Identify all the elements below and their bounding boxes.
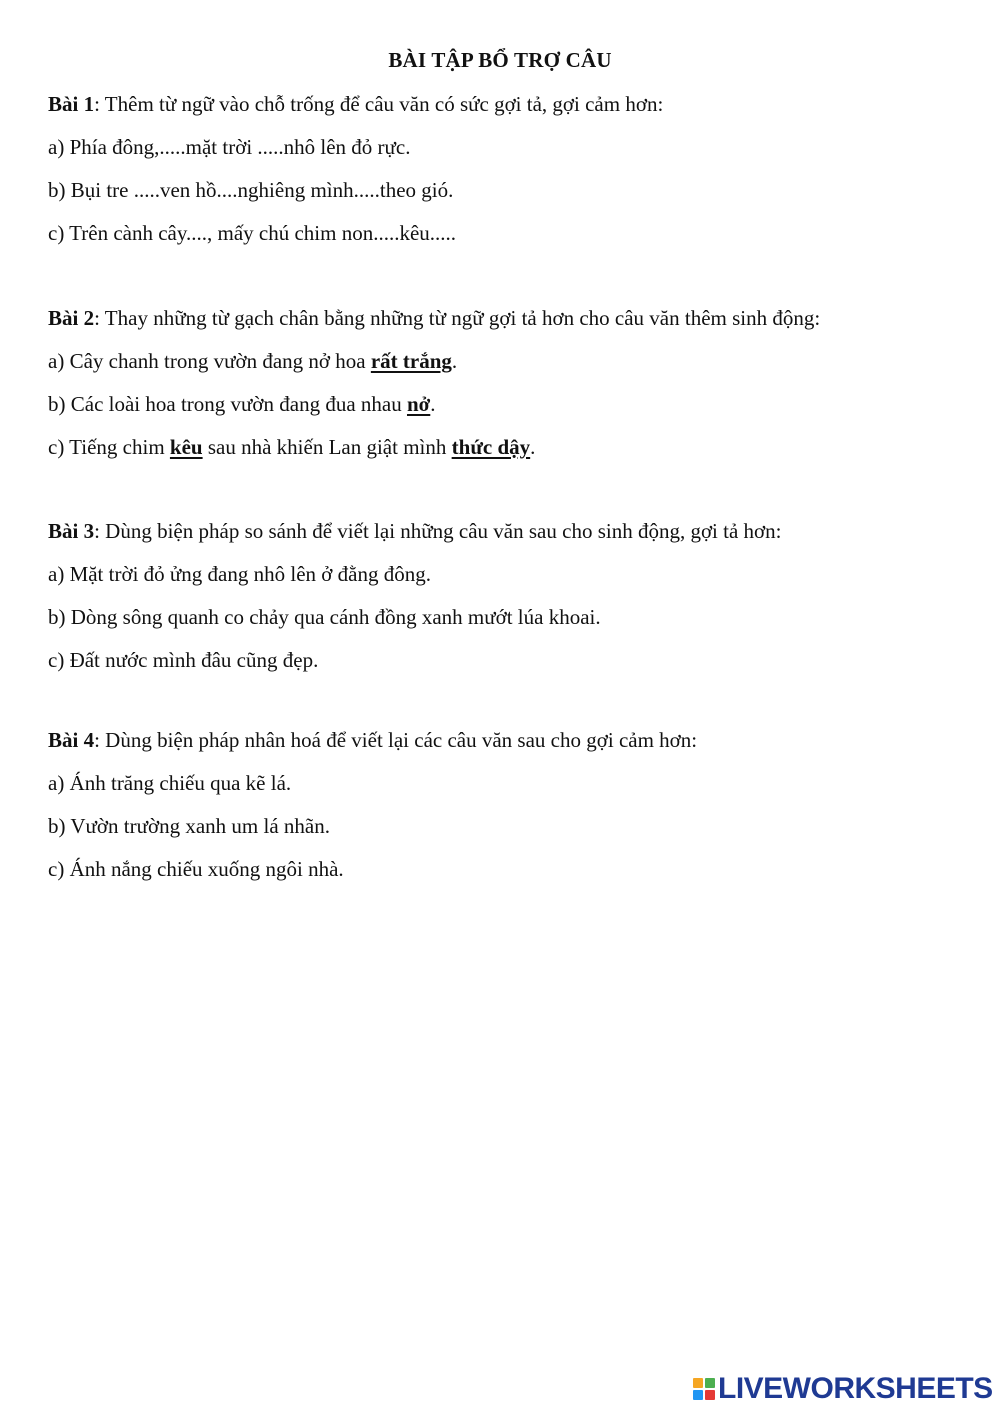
- exercise-instruction: : Dùng biện pháp nhân hoá để viết lại các câu văn sau cho gợi cảm hơn:: [94, 728, 698, 752]
- exercise-item: [48, 347, 948, 390]
- logo-mark-icon: [693, 1378, 715, 1400]
- item-text: .: [430, 392, 436, 416]
- exercise-item: b) Vườn trường xanh um lá nhãn.: [48, 814, 330, 838]
- item-text: sau nhà khiến Lan giật mình: [202, 435, 452, 459]
- exercise-2: [48, 304, 948, 476]
- logo-tile: [693, 1378, 703, 1388]
- underlined-word: rất trắng: [370, 349, 452, 373]
- exercise-label: Bài 2: [48, 306, 95, 330]
- exercise-item: c) Ánh nắng chiếu xuống ngôi nhà.: [48, 857, 344, 881]
- logo-tile: [705, 1390, 715, 1400]
- item-text: .: [530, 435, 536, 459]
- logo-text: LIVEWORKSHEETS: [718, 1372, 993, 1405]
- exercise-item: a) Phía đông,.....mặt trời .....nhô lên đỏ rực.: [48, 135, 411, 159]
- exercise-4: [48, 726, 948, 898]
- exercise-item: [48, 390, 948, 433]
- exercise-label: Bài 3: [48, 519, 95, 543]
- page-title: BÀI TẬP BỔ TRỢ CÂU: [388, 48, 612, 72]
- exercise-instruction: : Thay những từ gạch chân bằng những từ ngữ gợi tả hơn cho câu văn thêm sinh động:: [94, 306, 821, 330]
- exercise-item: a) Mặt trời đỏ ửng đang nhô lên ở đằng đông.: [48, 562, 431, 586]
- exercise-instruction: : Dùng biện pháp so sánh để viết lại những câu văn sau cho sinh động, gợi tả hơn:: [94, 519, 782, 543]
- underlined-word: thức dậy: [451, 435, 531, 459]
- exercise-item: b) Dòng sông quanh co chảy qua cánh đồng xanh mướt lúa khoai.: [48, 605, 601, 629]
- exercise-instruction: : Thêm từ ngữ vào chỗ trống để câu văn có sức gợi tả, gợi cảm hơn:: [94, 92, 664, 116]
- exercise-1: [48, 90, 948, 262]
- item-text: b) Các loài hoa trong vườn đang đua nhau: [48, 392, 407, 416]
- underlined-word: nở: [406, 392, 431, 416]
- liveworksheets-logo: [693, 1374, 993, 1404]
- exercise-item: b) Bụi tre .....ven hồ....nghiêng mình.....theo gió.: [48, 178, 454, 202]
- logo-tile: [693, 1390, 703, 1400]
- item-text: .: [451, 349, 458, 373]
- exercise-prompt: [48, 726, 948, 769]
- item-text: a) Cây chanh trong vườn đang nở hoa: [48, 349, 371, 373]
- item-text: c) Tiếng chim: [48, 435, 170, 459]
- exercise-label: Bài 4: [48, 728, 95, 752]
- logo-tile: [705, 1378, 715, 1388]
- exercise-prompt: [48, 90, 948, 133]
- exercise-3: [48, 517, 948, 689]
- exercise-prompt: [48, 304, 948, 347]
- exercise-item: [48, 433, 948, 476]
- underlined-word: kêu: [169, 435, 203, 459]
- exercise-prompt: [48, 517, 948, 560]
- exercise-label: Bài 1: [48, 92, 95, 116]
- exercise-item: c) Trên cành cây...., mấy chú chim non.....kêu.....: [48, 221, 457, 245]
- exercise-item: c) Đất nước mình đâu cũng đẹp.: [48, 648, 319, 672]
- exercise-item: a) Ánh trăng chiếu qua kẽ lá.: [48, 771, 292, 795]
